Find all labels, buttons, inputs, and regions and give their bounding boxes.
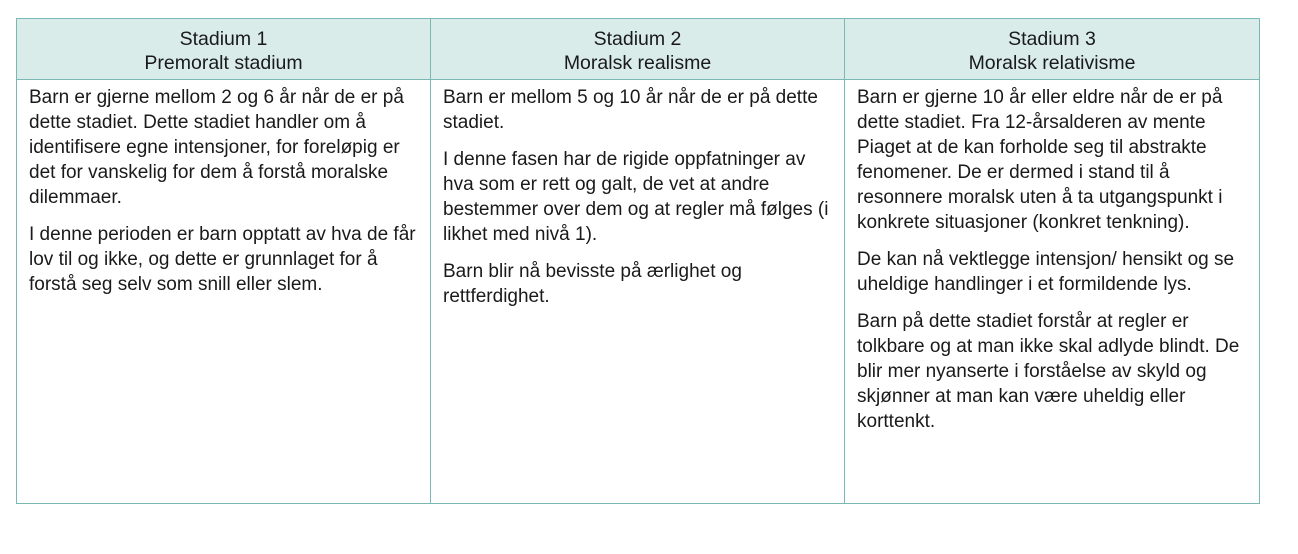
stage-2-paragraph: Barn er mellom 5 og 10 år når de er på dette stadiet. xyxy=(443,87,818,133)
stage-3-paragraph: Barn på dette stadiet forstår at regler er tolkbare og at man ikke skal adlyde blindt. De blir mer nyanserte i forståelse av skyld og skjønner at man kan være uheldig eller korttenkt. xyxy=(857,311,1240,432)
table-header-row xyxy=(17,19,1260,80)
stage-2-paragraph: Barn blir nå bevisste på ærlighet og rettferdighet. xyxy=(443,261,742,307)
stage-1-paragraph: Barn er gjerne mellom 2 og 6 år når de er på dette stadiet. Dette stadiet handler om å identifisere egne intensjoner, for foreløpig er det for vanskelig for dem å forstå moralske dilemmaer. xyxy=(29,87,404,208)
stage-1-header xyxy=(17,19,431,80)
stage-2-title: Stadium 2 xyxy=(593,28,682,50)
stage-1-paragraph: I denne perioden er barn opptatt av hva de får lov til og ikke, og dette er grunnlaget for å forstå seg selv som snill eller slem. xyxy=(29,224,416,295)
stage-3-subtitle: Moralsk relativisme xyxy=(968,52,1136,74)
stage-1-subtitle: Premoralt stadium xyxy=(144,52,303,74)
stage-2-header xyxy=(431,19,845,80)
stage-2-description xyxy=(431,80,845,504)
table-body-row xyxy=(17,80,1260,504)
stage-3-header xyxy=(845,19,1260,80)
moral-stages-table xyxy=(16,18,1260,504)
stage-3-description xyxy=(845,80,1260,504)
stage-2-paragraph: I denne fasen har de rigide oppfatninger av hva som er rett og galt, de vet at andre bestemmer over dem og at regler må følges (i likhet med nivå 1). xyxy=(443,149,829,245)
stage-1-description xyxy=(17,80,431,504)
stage-2-subtitle: Moralsk realisme xyxy=(563,52,712,74)
stage-3-paragraph: Barn er gjerne 10 år eller eldre når de er på dette stadiet. Fra 12-årsalderen av mente Piaget at de kan forholde seg til abstrakte fenomener. De er dermed i stand til å resonnere moralsk uten å ta utgangspunkt i konkrete situasjoner (konkret tenkning). xyxy=(857,87,1223,233)
stage-3-paragraph: De kan nå vektlegge intensjon/ hensikt og se uheldige handlinger i et formildende lys. xyxy=(857,249,1235,295)
stage-1-title: Stadium 1 xyxy=(179,28,268,50)
stage-3-title: Stadium 3 xyxy=(1008,28,1096,50)
